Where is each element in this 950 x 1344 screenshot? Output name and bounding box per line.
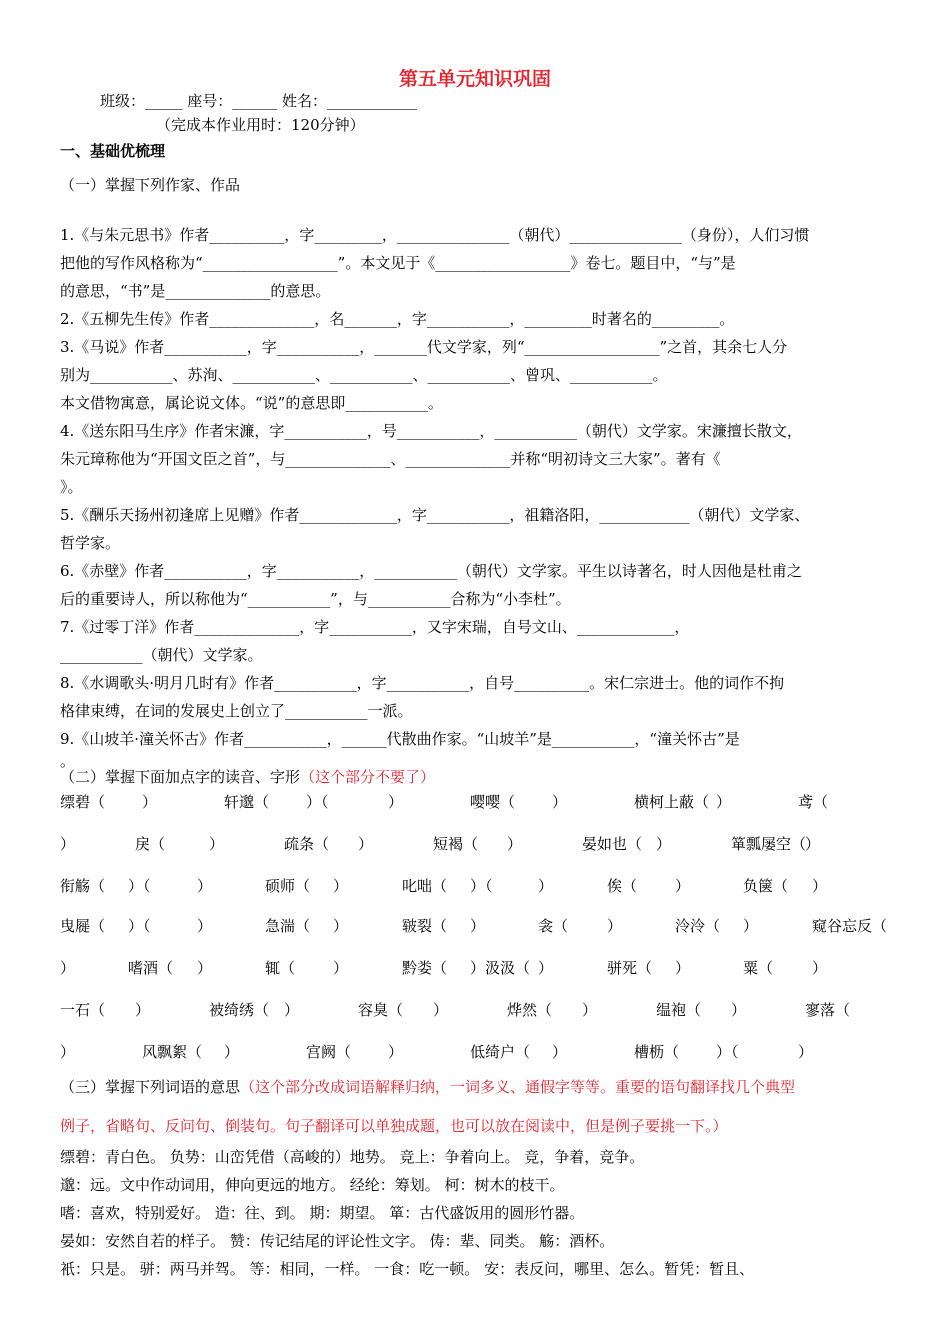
pinyin-cell: 窥谷忘反（ — [812, 917, 888, 935]
pinyin-cell: ） — [582, 1001, 598, 1019]
question-line: 哲学家。 — [60, 534, 121, 552]
pinyin-cell: ）（ — [470, 877, 493, 895]
pinyin-cell: ） — [538, 877, 554, 895]
pinyin-cell: ）（ — [306, 793, 329, 811]
pinyin-cell: 疏条（ — [284, 835, 330, 853]
pinyin-cell: ）（ — [716, 1043, 739, 1061]
pinyin-cell: 短褐（ — [433, 835, 479, 853]
page-title: 第五单元知识巩固 — [398, 68, 551, 90]
pinyin-cell: ） — [333, 959, 349, 977]
pinyin-cell: ）（ — [128, 877, 151, 895]
question-line: 。 — [60, 752, 76, 770]
pinyin-cell: 烨然（ — [507, 1001, 553, 1019]
pinyin-cell: 衔觞（ — [60, 877, 106, 895]
pinyin-cell: ） — [197, 959, 213, 977]
pinyin-cell: ） — [333, 877, 349, 895]
pinyin-cell: ） — [731, 1001, 747, 1019]
question-line: 7.《过零丁洋》作者______________，字___________，又字宋瑞，自号文山、_____________， — [60, 618, 690, 636]
pinyin-cell: ） — [607, 917, 623, 935]
pinyin-cell: 急湍（ — [265, 917, 311, 935]
pinyin-cell: 泠泠（ — [675, 917, 721, 935]
question-line: ___________（朝代）文学家。 — [60, 646, 263, 664]
pinyin-cell: 鸢（ — [798, 793, 829, 811]
question-line: 后的重要诗人，所以称他为“___________”，与___________合称为“小李杜”。 — [60, 590, 571, 608]
question-line: 2.《五柳先生传》作者______________，名_______，字___________，_________时著名的_________。 — [60, 310, 735, 328]
pinyin-cell: ） — [388, 793, 404, 811]
pinyin-row — [60, 1040, 896, 1064]
pinyin-cell: ） — [507, 835, 523, 853]
pinyin-cell: ）汲汲（ — [470, 959, 531, 977]
pinyin-row — [60, 914, 896, 938]
question-line: 朱元璋称他为“开国文臣之首”，与______________、______________并称“明初诗文三大家”。著有《 — [60, 450, 721, 468]
pinyin-cell: ） — [358, 835, 374, 853]
definition-line: 衹：只是。 骈：两马并驾。 等：相同，一样。 一食：吃一顿。 安：表反问，哪里、怎么。暂凭：暂且、 — [60, 1260, 755, 1278]
pinyin-cell: 缊袍（ — [656, 1001, 702, 1019]
question-line: 》。 — [60, 478, 83, 496]
pinyin-cell: 叱咄（ — [402, 877, 448, 895]
subheading-pinyin-note: （这个部分不要了） — [300, 768, 436, 786]
pinyin-cell: ） — [60, 835, 76, 853]
pinyin-cell: ） — [743, 917, 759, 935]
pinyin-row — [60, 832, 896, 856]
pinyin-cell: 一石（ — [60, 1001, 106, 1019]
pinyin-cell: ） — [197, 877, 213, 895]
pinyin-cell: 容臭（ — [358, 1001, 404, 1019]
question-line: 格律束缚，在词的发展史上创立了___________一派。 — [60, 702, 413, 720]
pinyin-cell: ） — [135, 1001, 151, 1019]
pinyin-cell: ） — [798, 1043, 814, 1061]
pinyin-cell: ） — [812, 877, 828, 895]
question-line: 3.《马说》作者___________，字___________，_______代文学家，列“__________________”之首，其余七人分 — [60, 338, 788, 356]
question-line: 6.《赤壁》作者___________，字___________，___________（朝代）文学家。平生以诗著名，时人因他是杜甫之 — [60, 562, 802, 580]
pinyin-cell: ） — [433, 1001, 449, 1019]
pinyin-cell: 俟（ — [607, 877, 638, 895]
pinyin-cell: ） — [224, 1043, 240, 1061]
pinyin-cell: 曳屣（ — [60, 917, 106, 935]
pinyin-cell: 轩邈（ — [224, 793, 270, 811]
subheading-vocab-note-1: （这个部分改成词语解释归纳，一词多义、通假字等等。重要的语句翻译找几个典型 — [240, 1078, 796, 1096]
pinyin-cell: ） — [60, 959, 76, 977]
question-line: 8.《水调歌头·明月几时有》作者___________，字___________，自号__________。宋仁宗进士。他的词作不拘 — [60, 674, 785, 692]
pinyin-cell: 衾（ — [538, 917, 569, 935]
question-line: 把他的写作风格称为“__________________”。本文见于《__________________》卷七。题目中，“与”是 — [60, 254, 736, 272]
pinyin-cell: 晏如也（ — [582, 835, 643, 853]
subheading-pinyin-label: （二）掌握下面加点字的读音、字形 — [60, 768, 301, 786]
pinyin-cell: ） — [812, 959, 828, 977]
pinyin-cell: 粟（ — [743, 959, 774, 977]
pinyin-cell: 黔娄（ — [402, 959, 448, 977]
pinyin-cell: ） — [470, 917, 486, 935]
section-heading-basics: 一、基础优梳理 — [60, 142, 166, 160]
pinyin-cell: 槽枥（ — [634, 1043, 680, 1061]
pinyin-cell: ） — [284, 1001, 300, 1019]
definition-line: 缥碧：青白色。 负势：山峦凭借（高峻的）地势。 竞上：争着向上。 竞，争着，竞争。 — [60, 1148, 645, 1166]
pinyin-cell: 寥落（ — [805, 1001, 851, 1019]
question-line: 9.《山坡羊·潼关怀古》作者___________，______代散曲作家。“山坡羊”是___________，“潼关怀古”是 — [60, 730, 740, 748]
pinyin-row — [60, 790, 896, 814]
pinyin-cell: 辄（ — [265, 959, 296, 977]
pinyin-cell: ） — [209, 835, 225, 853]
pinyin-cell: 宫阙（ — [306, 1043, 352, 1061]
pinyin-row — [60, 874, 896, 898]
pinyin-cell: ） — [552, 1043, 568, 1061]
subheading-vocab — [60, 1076, 892, 1098]
pinyin-cell: 箪瓢屡空（ — [731, 835, 807, 853]
subheading-pinyin — [60, 766, 892, 788]
pinyin-cell: 骈死（ — [607, 959, 653, 977]
question-line: 本文借物寓意，属论说文体。“说”的意思即___________。 — [60, 394, 443, 412]
pinyin-cell: 缥碧（ — [60, 793, 106, 811]
definition-line: 晏如：安然自若的样子。 赞：传记结尾的评论性文字。 俦：辈、同类。 觞：酒杯。 — [60, 1232, 615, 1250]
pinyin-cell: ） — [142, 793, 158, 811]
pinyin-cell: ） — [716, 793, 732, 811]
pinyin-cell: ） — [656, 835, 672, 853]
pinyin-cell: ） — [333, 917, 349, 935]
definition-line: 嗜：喜欢，特别爱好。 造：往、到。 期：期望。 箪：古代盛饭用的圆形竹器。 — [60, 1204, 585, 1222]
student-info-line: 班级：_____ 座号：______ 姓名：____________ — [100, 92, 418, 110]
pinyin-cell: ） — [538, 959, 554, 977]
pinyin-cell: 横柯上蔽（ — [634, 793, 710, 811]
pinyin-cell: ） — [805, 835, 821, 853]
pinyin-cell: 硕师（ — [265, 877, 311, 895]
pinyin-cell: ） — [552, 793, 568, 811]
pinyin-cell: ） — [675, 877, 691, 895]
pinyin-cell: 被绮绣（ — [209, 1001, 270, 1019]
pinyin-cell: ） — [197, 917, 213, 935]
question-line: 5.《酬乐天扬州初逢席上见赠》作者_____________，字___________，祖籍洛阳，____________（朝代）文学家、 — [60, 506, 810, 524]
definition-line: 邈：远。文中作动词用，伸向更远的地方。 经纶：筹划。 柯：树木的枝干。 — [60, 1176, 565, 1194]
pinyin-cell: 皲裂（ — [402, 917, 448, 935]
pinyin-cell: 嗜酒（ — [128, 959, 174, 977]
pinyin-cell: 低绮户（ — [470, 1043, 531, 1061]
pinyin-cell: 嘤嘤（ — [470, 793, 516, 811]
pinyin-cell: 负箧（ — [743, 877, 789, 895]
pinyin-cell: ）（ — [128, 917, 151, 935]
pinyin-cell: ） — [60, 1043, 76, 1061]
pinyin-row — [60, 956, 896, 980]
question-line: 1.《与朱元思书》作者__________，字_________，_______________（朝代）_______________（身份），人们习惯 — [60, 226, 810, 244]
question-line: 别为___________、苏洵、___________、___________、___________、曾巩、___________。 — [60, 366, 668, 384]
subheading-authors: （一）掌握下列作家、作品 — [60, 176, 241, 194]
pinyin-row — [60, 998, 896, 1022]
time-note: （完成本作业用时：120分钟） — [156, 116, 365, 134]
pinyin-cell: ） — [675, 959, 691, 977]
question-line: 4.《送东阳马生序》作者宋濂，字___________，号___________，___________（朝代）文学家。宋濂擅长散文， — [60, 422, 802, 440]
subheading-vocab-note-2: 例子，省略句、反问句、倒装句。句子翻译可以单独成题，也可以放在阅读中，但是例子要挑一下。） — [60, 1117, 728, 1135]
pinyin-cell: ） — [388, 1043, 404, 1061]
pinyin-cell: 戾（ — [135, 835, 166, 853]
pinyin-cell: 风飘絮（ — [142, 1043, 203, 1061]
question-line: 的意思，“书”是______________的意思。 — [60, 282, 331, 300]
subheading-vocab-label: （三）掌握下列词语的意思 — [60, 1078, 241, 1096]
